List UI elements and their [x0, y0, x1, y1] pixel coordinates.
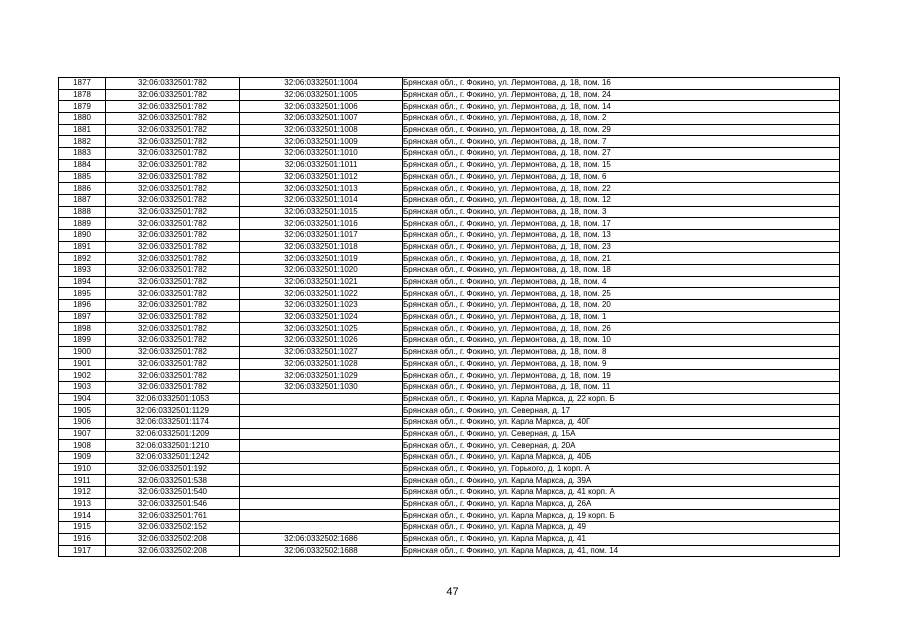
premises-cadastral-number-cell: 32:06:0332501:1005 — [240, 89, 403, 101]
row-number-cell: 1915 — [59, 522, 106, 534]
cadastral-number-cell: 32:06:0332501:782 — [106, 276, 240, 288]
premises-cadastral-number-cell: 32:06:0332502:1686 — [240, 533, 403, 545]
table-row — [59, 136, 840, 148]
cadastral-number-cell: 32:06:0332501:1210 — [106, 440, 240, 452]
address-cell: Брянская обл., г. Фокино, ул. Лермонтова, д. 18, пом. 13 — [403, 229, 840, 241]
premises-cadastral-number-cell: 32:06:0332502:1688 — [240, 545, 403, 557]
cadastral-number-cell: 32:06:0332501:782 — [106, 183, 240, 195]
address-cell: Брянская обл., г. Фокино, ул. Лермонтова, д. 18, пом. 12 — [403, 194, 840, 206]
premises-cadastral-number-cell: 32:06:0332501:1021 — [240, 276, 403, 288]
row-number-cell: 1894 — [59, 276, 106, 288]
table-row — [59, 124, 840, 136]
table-row — [59, 487, 840, 499]
table-row — [59, 416, 840, 428]
address-cell: Брянская обл., г. Фокино, ул. Лермонтова, д. 18, пом. 10 — [403, 335, 840, 347]
row-number-cell: 1903 — [59, 381, 106, 393]
address-cell: Брянская обл., г. Фокино, ул. Карла Маркса, д. 41, пом. 14 — [403, 545, 840, 557]
cadastral-number-cell: 32:06:0332501:546 — [106, 498, 240, 510]
row-number-cell: 1884 — [59, 159, 106, 171]
premises-cadastral-number-cell — [240, 416, 403, 428]
address-cell: Брянская обл., г. Фокино, ул. Лермонтова, д. 18, пом. 23 — [403, 241, 840, 253]
address-cell: Брянская обл., г. Фокино, ул. Карла Маркса, д. 49 — [403, 522, 840, 534]
row-number-cell: 1898 — [59, 323, 106, 335]
address-cell: Брянская обл., г. Фокино, ул. Лермонтова, д. 18, пом. 4 — [403, 276, 840, 288]
table-row — [59, 148, 840, 160]
cadastral-number-cell: 32:06:0332501:782 — [106, 229, 240, 241]
address-cell: Брянская обл., г. Фокино, ул. Лермонтова, д. 18, пом. 6 — [403, 171, 840, 183]
row-number-cell: 1888 — [59, 206, 106, 218]
address-cell: Брянская обл., г. Фокино, ул. Горького, д. 1 корп. А — [403, 463, 840, 475]
address-cell: Брянская обл., г. Фокино, ул. Северная, д. 20А — [403, 440, 840, 452]
table-row — [59, 265, 840, 277]
table-row — [59, 346, 840, 358]
table-row — [59, 405, 840, 417]
row-number-cell: 1882 — [59, 136, 106, 148]
premises-cadastral-number-cell: 32:06:0332501:1024 — [240, 311, 403, 323]
table-row — [59, 545, 840, 557]
cadastral-number-cell: 32:06:0332501:1053 — [106, 393, 240, 405]
row-number-cell: 1890 — [59, 229, 106, 241]
table-row — [59, 452, 840, 464]
premises-cadastral-number-cell: 32:06:0332501:1004 — [240, 78, 403, 90]
address-cell: Брянская обл., г. Фокино, ул. Карла Маркса, д. 41 — [403, 533, 840, 545]
table-row — [59, 311, 840, 323]
row-number-cell: 1895 — [59, 288, 106, 300]
address-cell: Брянская обл., г. Фокино, ул. Лермонтова, д. 18, пом. 18 — [403, 265, 840, 277]
cadastral-number-cell: 32:06:0332502:208 — [106, 545, 240, 557]
table-row — [59, 370, 840, 382]
row-number-cell: 1908 — [59, 440, 106, 452]
cadastral-number-cell: 32:06:0332502:208 — [106, 533, 240, 545]
table-row — [59, 253, 840, 265]
cadastral-number-cell: 32:06:0332501:782 — [106, 124, 240, 136]
table-row — [59, 335, 840, 347]
cadastral-number-cell: 32:06:0332501:782 — [106, 381, 240, 393]
cadastral-number-cell: 32:06:0332501:782 — [106, 171, 240, 183]
table-row — [59, 78, 840, 90]
table-row — [59, 113, 840, 125]
row-number-cell: 1893 — [59, 265, 106, 277]
row-number-cell: 1879 — [59, 101, 106, 113]
row-number-cell: 1899 — [59, 335, 106, 347]
address-cell: Брянская обл., г. Фокино, ул. Лермонтова, д. 18, пом. 8 — [403, 346, 840, 358]
cadastral-number-cell: 32:06:0332501:782 — [106, 311, 240, 323]
address-cell: Брянская обл., г. Фокино, ул. Лермонтова, д. 18, пом. 24 — [403, 89, 840, 101]
row-number-cell: 1881 — [59, 124, 106, 136]
premises-cadastral-number-cell: 32:06:0332501:1028 — [240, 358, 403, 370]
premises-cadastral-number-cell — [240, 440, 403, 452]
cadastral-number-cell: 32:06:0332501:782 — [106, 113, 240, 125]
address-cell: Брянская обл., г. Фокино, ул. Лермонтова, д. 18, пом. 20 — [403, 300, 840, 312]
cadastral-number-cell: 32:06:0332501:782 — [106, 218, 240, 230]
row-number-cell: 1901 — [59, 358, 106, 370]
row-number-cell: 1896 — [59, 300, 106, 312]
premises-cadastral-number-cell — [240, 522, 403, 534]
cadastral-number-cell: 32:06:0332501:1129 — [106, 405, 240, 417]
premises-cadastral-number-cell — [240, 475, 403, 487]
cadastral-number-cell: 32:06:0332501:1242 — [106, 452, 240, 464]
premises-cadastral-number-cell: 32:06:0332501:1010 — [240, 148, 403, 160]
address-cell: Брянская обл., г. Фокино, ул. Лермонтова, д. 18, пом. 21 — [403, 253, 840, 265]
table-row — [59, 241, 840, 253]
premises-cadastral-number-cell — [240, 463, 403, 475]
cadastral-number-cell: 32:06:0332501:782 — [106, 136, 240, 148]
row-number-cell: 1917 — [59, 545, 106, 557]
row-number-cell: 1883 — [59, 148, 106, 160]
row-number-cell: 1878 — [59, 89, 106, 101]
row-number-cell: 1897 — [59, 311, 106, 323]
address-cell: Брянская обл., г. Фокино, ул. Карла Маркса, д. 26А — [403, 498, 840, 510]
premises-cadastral-number-cell: 32:06:0332501:1011 — [240, 159, 403, 171]
address-cell: Брянская обл., г. Фокино, ул. Лермонтова, д. 18, пом. 7 — [403, 136, 840, 148]
property-registry-table — [58, 77, 840, 557]
row-number-cell: 1906 — [59, 416, 106, 428]
row-number-cell: 1904 — [59, 393, 106, 405]
premises-cadastral-number-cell: 32:06:0332501:1015 — [240, 206, 403, 218]
cadastral-number-cell: 32:06:0332501:782 — [106, 101, 240, 113]
table-row — [59, 159, 840, 171]
cadastral-number-cell: 32:06:0332501:782 — [106, 265, 240, 277]
premises-cadastral-number-cell: 32:06:0332501:1018 — [240, 241, 403, 253]
address-cell: Брянская обл., г. Фокино, ул. Лермонтова, д. 18, пом. 14 — [403, 101, 840, 113]
premises-cadastral-number-cell — [240, 452, 403, 464]
table-row — [59, 183, 840, 195]
address-cell: Брянская обл., г. Фокино, ул. Карла Маркса, д. 19 корп. Б — [403, 510, 840, 522]
premises-cadastral-number-cell — [240, 393, 403, 405]
table-row — [59, 101, 840, 113]
address-cell: Брянская обл., г. Фокино, ул. Лермонтова, д. 18, пом. 16 — [403, 78, 840, 90]
address-cell: Брянская обл., г. Фокино, ул. Лермонтова, д. 18, пом. 11 — [403, 381, 840, 393]
cadastral-number-cell: 32:06:0332501:782 — [106, 206, 240, 218]
page-number: 47 — [446, 586, 459, 598]
cadastral-number-cell: 32:06:0332501:782 — [106, 323, 240, 335]
cadastral-number-cell: 32:06:0332501:782 — [106, 194, 240, 206]
table-row — [59, 522, 840, 534]
premises-cadastral-number-cell: 32:06:0332501:1030 — [240, 381, 403, 393]
address-cell: Брянская обл., г. Фокино, ул. Лермонтова, д. 18, пом. 3 — [403, 206, 840, 218]
premises-cadastral-number-cell: 32:06:0332501:1014 — [240, 194, 403, 206]
premises-cadastral-number-cell — [240, 428, 403, 440]
row-number-cell: 1916 — [59, 533, 106, 545]
address-cell: Брянская обл., г. Фокино, ул. Карла Маркса, д. 39А — [403, 475, 840, 487]
table-row — [59, 393, 840, 405]
row-number-cell: 1877 — [59, 78, 106, 90]
table-row — [59, 171, 840, 183]
row-number-cell: 1907 — [59, 428, 106, 440]
table-row — [59, 440, 840, 452]
table-row — [59, 276, 840, 288]
row-number-cell: 1892 — [59, 253, 106, 265]
premises-cadastral-number-cell: 32:06:0332501:1023 — [240, 300, 403, 312]
address-cell: Брянская обл., г. Фокино, ул. Лермонтова, д. 18, пом. 15 — [403, 159, 840, 171]
address-cell: Брянская обл., г. Фокино, ул. Карла Маркса, д. 40Г — [403, 416, 840, 428]
row-number-cell: 1910 — [59, 463, 106, 475]
table-row — [59, 510, 840, 522]
premises-cadastral-number-cell — [240, 405, 403, 417]
cadastral-number-cell: 32:06:0332501:782 — [106, 300, 240, 312]
cadastral-number-cell: 32:06:0332501:192 — [106, 463, 240, 475]
cadastral-number-cell: 32:06:0332501:782 — [106, 159, 240, 171]
cadastral-number-cell: 32:06:0332502:152 — [106, 522, 240, 534]
table-row — [59, 206, 840, 218]
row-number-cell: 1911 — [59, 475, 106, 487]
row-number-cell: 1880 — [59, 113, 106, 125]
cadastral-number-cell: 32:06:0332501:782 — [106, 370, 240, 382]
table-row — [59, 218, 840, 230]
table-row — [59, 89, 840, 101]
premises-cadastral-number-cell: 32:06:0332501:1007 — [240, 113, 403, 125]
cadastral-number-cell: 32:06:0332501:782 — [106, 358, 240, 370]
premises-cadastral-number-cell: 32:06:0332501:1009 — [240, 136, 403, 148]
premises-cadastral-number-cell: 32:06:0332501:1020 — [240, 265, 403, 277]
table-row — [59, 381, 840, 393]
row-number-cell: 1886 — [59, 183, 106, 195]
registry-table-body — [59, 78, 840, 557]
address-cell: Брянская обл., г. Фокино, ул. Лермонтова, д. 18, пом. 29 — [403, 124, 840, 136]
cadastral-number-cell: 32:06:0332501:1174 — [106, 416, 240, 428]
premises-cadastral-number-cell: 32:06:0332501:1008 — [240, 124, 403, 136]
cadastral-number-cell: 32:06:0332501:761 — [106, 510, 240, 522]
cadastral-number-cell: 32:06:0332501:540 — [106, 487, 240, 499]
table-row — [59, 288, 840, 300]
premises-cadastral-number-cell: 32:06:0332501:1026 — [240, 335, 403, 347]
table-row — [59, 475, 840, 487]
premises-cadastral-number-cell — [240, 498, 403, 510]
table-row — [59, 229, 840, 241]
cadastral-number-cell: 32:06:0332501:782 — [106, 78, 240, 90]
address-cell: Брянская обл., г. Фокино, ул. Лермонтова, д. 18, пом. 9 — [403, 358, 840, 370]
premises-cadastral-number-cell — [240, 510, 403, 522]
row-number-cell: 1902 — [59, 370, 106, 382]
table-row — [59, 463, 840, 475]
cadastral-number-cell: 32:06:0332501:538 — [106, 475, 240, 487]
premises-cadastral-number-cell: 32:06:0332501:1017 — [240, 229, 403, 241]
premises-cadastral-number-cell: 32:06:0332501:1012 — [240, 171, 403, 183]
row-number-cell: 1889 — [59, 218, 106, 230]
table-row — [59, 428, 840, 440]
table-row — [59, 498, 840, 510]
address-cell: Брянская обл., г. Фокино, ул. Северная, д. 15А — [403, 428, 840, 440]
address-cell: Брянская обл., г. Фокино, ул. Лермонтова, д. 18, пом. 1 — [403, 311, 840, 323]
table-row — [59, 358, 840, 370]
address-cell: Брянская обл., г. Фокино, ул. Лермонтова, д. 18, пом. 17 — [403, 218, 840, 230]
cadastral-number-cell: 32:06:0332501:1209 — [106, 428, 240, 440]
address-cell: Брянская обл., г. Фокино, ул. Лермонтова, д. 18, пом. 22 — [403, 183, 840, 195]
cadastral-number-cell: 32:06:0332501:782 — [106, 253, 240, 265]
address-cell: Брянская обл., г. Фокино, ул. Лермонтова, д. 18, пом. 25 — [403, 288, 840, 300]
row-number-cell: 1900 — [59, 346, 106, 358]
row-number-cell: 1885 — [59, 171, 106, 183]
address-cell: Брянская обл., г. Фокино, ул. Северная, д. 17 — [403, 405, 840, 417]
premises-cadastral-number-cell: 32:06:0332501:1027 — [240, 346, 403, 358]
row-number-cell: 1887 — [59, 194, 106, 206]
row-number-cell: 1914 — [59, 510, 106, 522]
premises-cadastral-number-cell: 32:06:0332501:1019 — [240, 253, 403, 265]
row-number-cell: 1905 — [59, 405, 106, 417]
address-cell: Брянская обл., г. Фокино, ул. Лермонтова, д. 18, пом. 27 — [403, 148, 840, 160]
premises-cadastral-number-cell: 32:06:0332501:1006 — [240, 101, 403, 113]
cadastral-number-cell: 32:06:0332501:782 — [106, 89, 240, 101]
address-cell: Брянская обл., г. Фокино, ул. Карла Маркса, д. 41 корп. А — [403, 487, 840, 499]
cadastral-number-cell: 32:06:0332501:782 — [106, 241, 240, 253]
cadastral-number-cell: 32:06:0332501:782 — [106, 148, 240, 160]
premises-cadastral-number-cell: 32:06:0332501:1029 — [240, 370, 403, 382]
address-cell: Брянская обл., г. Фокино, ул. Лермонтова, д. 18, пом. 2 — [403, 113, 840, 125]
row-number-cell: 1891 — [59, 241, 106, 253]
table-row — [59, 300, 840, 312]
address-cell: Брянская обл., г. Фокино, ул. Карла Маркса, д. 22 корп. Б — [403, 393, 840, 405]
premises-cadastral-number-cell: 32:06:0332501:1025 — [240, 323, 403, 335]
address-cell: Брянская обл., г. Фокино, ул. Лермонтова, д. 18, пом. 19 — [403, 370, 840, 382]
table-row — [59, 323, 840, 335]
row-number-cell: 1913 — [59, 498, 106, 510]
premises-cadastral-number-cell: 32:06:0332501:1022 — [240, 288, 403, 300]
table-row — [59, 533, 840, 545]
cadastral-number-cell: 32:06:0332501:782 — [106, 288, 240, 300]
address-cell: Брянская обл., г. Фокино, ул. Лермонтова, д. 18, пом. 26 — [403, 323, 840, 335]
address-cell: Брянская обл., г. Фокино, ул. Карла Маркса, д. 40Б — [403, 452, 840, 464]
cadastral-number-cell: 32:06:0332501:782 — [106, 346, 240, 358]
cadastral-number-cell: 32:06:0332501:782 — [106, 335, 240, 347]
row-number-cell: 1912 — [59, 487, 106, 499]
premises-cadastral-number-cell: 32:06:0332501:1013 — [240, 183, 403, 195]
premises-cadastral-number-cell: 32:06:0332501:1016 — [240, 218, 403, 230]
table-row — [59, 194, 840, 206]
row-number-cell: 1909 — [59, 452, 106, 464]
premises-cadastral-number-cell — [240, 487, 403, 499]
